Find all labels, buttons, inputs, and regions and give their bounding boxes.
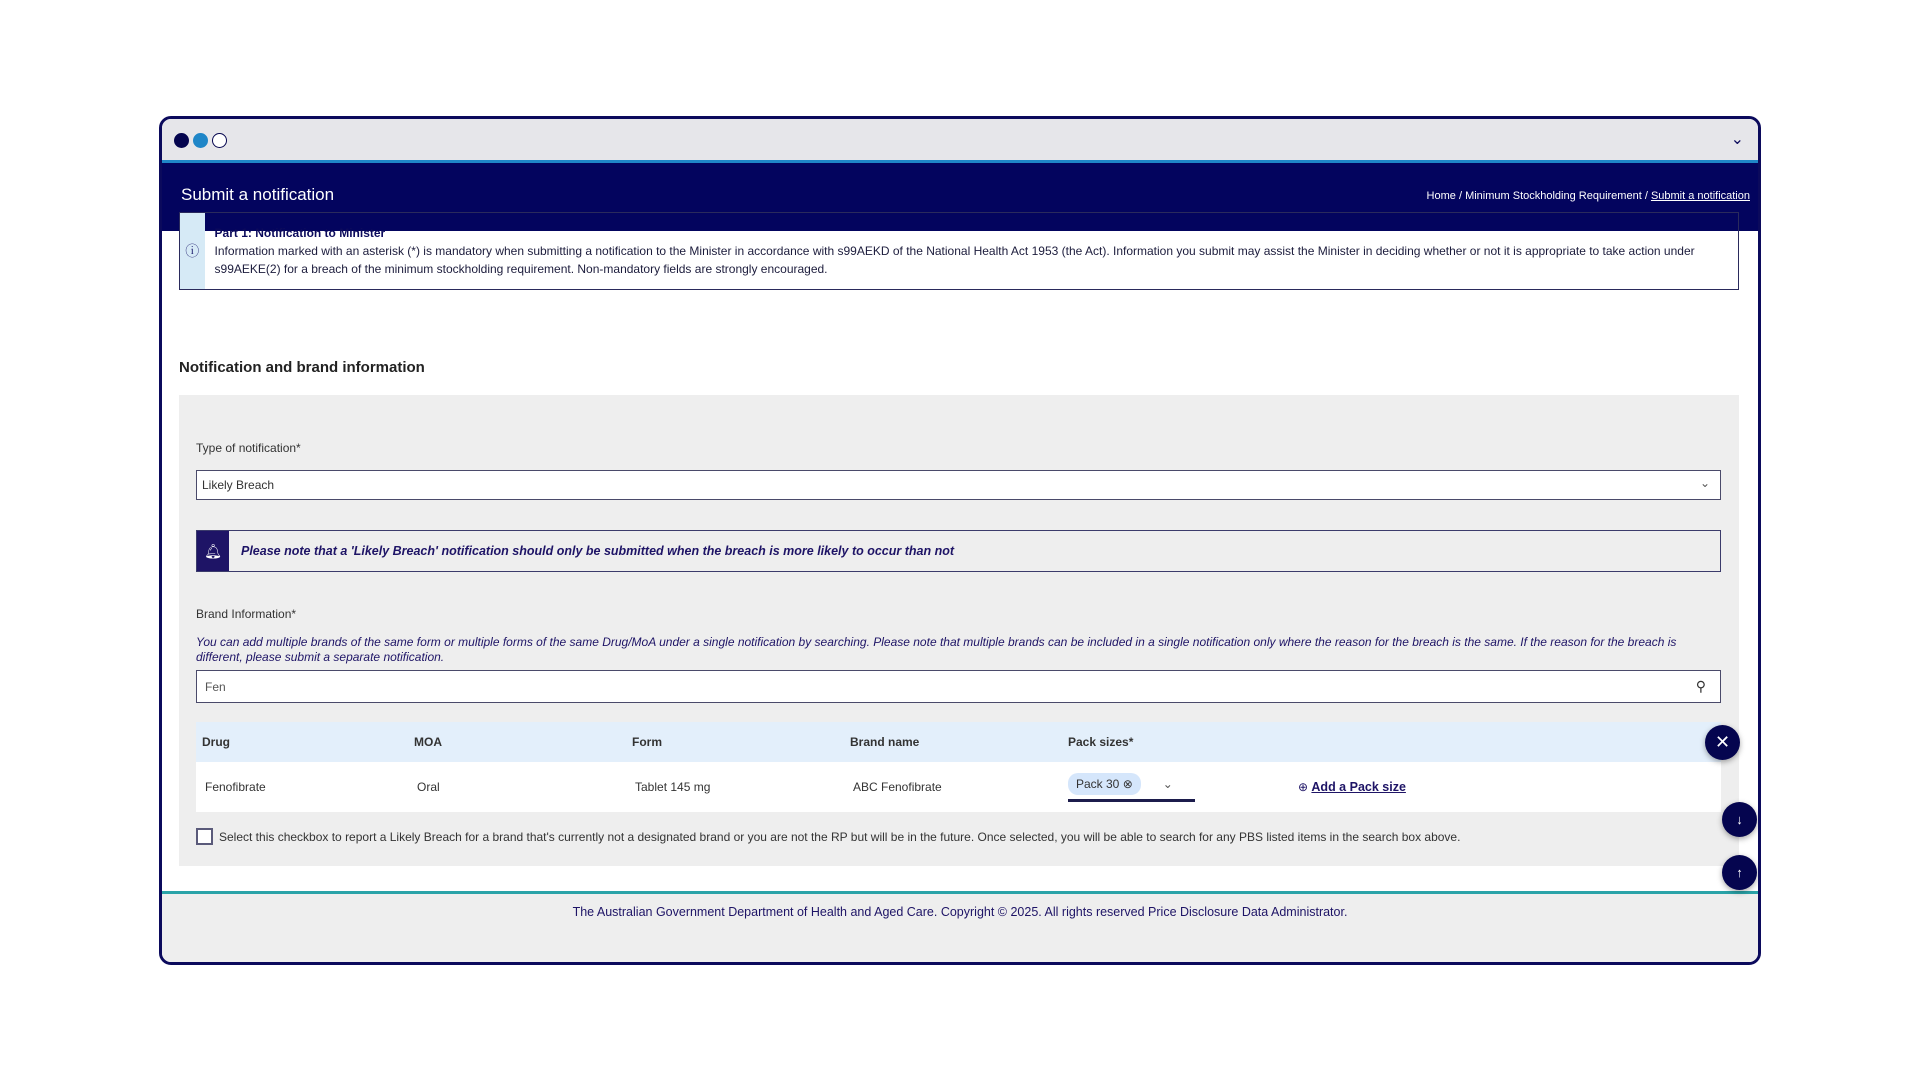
breadcrumb-msr[interactable]: Minimum Stockholding Requirement xyxy=(1465,190,1642,202)
likely-breach-alert xyxy=(196,530,1721,572)
bell-icon: 🔔︎ xyxy=(197,531,229,571)
footer xyxy=(162,891,1758,965)
info-body: Information marked with an asterisk (*) is mandatory when submitting a notification to the Minister in accordance with s99AEKD of the National Health Act 1953 (the Act). Information you submit may assist the Minister in deciding whether or not it is appropriate to take action under s99AEKE(2) for a breach of the minimum stockholding requirement. Non-mandatory fields are strongly encouraged. xyxy=(214,244,1695,276)
title-bar xyxy=(162,119,1758,163)
select-value: Likely Breach xyxy=(202,478,275,492)
table-row xyxy=(196,762,1721,812)
search-value: Fen xyxy=(205,680,226,694)
notification-type-select[interactable] xyxy=(196,470,1721,500)
breadcrumb xyxy=(1427,190,1750,202)
info-title: Part 1: Notification to Minister xyxy=(214,226,386,240)
header-drug: Drug xyxy=(202,735,230,749)
pack-chip-label: Pack 30 xyxy=(1076,776,1120,791)
header-brand: Brand name xyxy=(850,735,920,749)
browser-window xyxy=(159,116,1761,965)
header-form: Form xyxy=(632,735,662,749)
scroll-down-button[interactable] xyxy=(1722,802,1757,837)
brand-search-input[interactable] xyxy=(196,670,1721,703)
page-title: Submit a notification xyxy=(181,185,335,204)
window-dot-icon[interactable] xyxy=(193,133,208,148)
chevron-down-icon[interactable]: ⌄ xyxy=(1730,131,1744,148)
remove-chip-icon[interactable]: ⊗ xyxy=(1122,776,1133,791)
cell-drug: Fenofibrate xyxy=(205,780,266,794)
arrow-up-icon: ↑ xyxy=(1736,865,1743,880)
header-moa: MOA xyxy=(414,735,442,749)
future-brand-checkbox[interactable] xyxy=(196,828,213,845)
add-pack-size-link[interactable] xyxy=(1298,780,1406,794)
future-brand-checkbox-row xyxy=(196,828,1460,845)
window-dot-icon[interactable] xyxy=(174,133,189,148)
brand-table xyxy=(196,722,1721,812)
arrow-down-icon: ↓ xyxy=(1736,812,1743,827)
type-label: Type of notification* xyxy=(196,441,301,455)
scroll-up-button[interactable] xyxy=(1722,855,1757,890)
breadcrumb-separator: / xyxy=(1458,190,1462,202)
close-icon: ✕ xyxy=(1714,732,1731,752)
brand-label: Brand Information* xyxy=(196,607,297,621)
cell-form: Tablet 145 mg xyxy=(635,780,711,794)
breadcrumb-home[interactable]: Home xyxy=(1426,190,1456,202)
section-title: Notification and brand information xyxy=(179,359,425,376)
footer-text: The Australian Government Department of Health and Aged Care. Copyright © 2025. All rights reserved Price Disclosure Data Administrator. xyxy=(572,905,1348,919)
chevron-down-icon: ⌄ xyxy=(1699,476,1710,490)
pack-size-select[interactable] xyxy=(1068,773,1195,802)
table-header xyxy=(196,722,1721,762)
form-panel xyxy=(179,395,1739,866)
search-icon[interactable]: ⚲ xyxy=(1695,678,1706,694)
brand-hint: You can add multiple brands of the same form or multiple forms of the same Drug/MoA under a single notification by searching. Please note that multiple brands can be included in a single notification only where the reason for the breach is the same. If the reason for the breach is different, please submit a separate notification. xyxy=(196,635,1677,664)
checkbox-label: Select this checkbox to report a Likely Breach for a brand that's currently not a designated brand or you are not the RP but will be in the future. Once selected, you will be able to search for any PBS listed items in the search box above. xyxy=(219,829,1461,844)
plus-circle-icon: ⊕ xyxy=(1298,780,1309,794)
window-dot-icon[interactable] xyxy=(212,133,227,148)
cell-moa: Oral xyxy=(417,780,440,794)
alert-text: Please note that a 'Likely Breach' notification should only be submitted when the breach is more likely to occur than not xyxy=(241,544,955,558)
remove-row-button[interactable] xyxy=(1705,725,1740,760)
info-icon: ⓘ xyxy=(185,243,200,259)
chevron-down-icon: ⌄ xyxy=(1162,776,1173,791)
cell-brand: ABC Fenofibrate xyxy=(853,780,942,794)
breadcrumb-current[interactable]: Submit a notification xyxy=(1650,190,1750,202)
pack-chip xyxy=(1068,773,1141,795)
info-box xyxy=(179,212,1739,290)
header-pack-sizes: Pack sizes* xyxy=(1068,735,1134,749)
breadcrumb-separator: / xyxy=(1644,190,1648,202)
add-pack-size-label: Add a Pack size xyxy=(1311,780,1406,794)
